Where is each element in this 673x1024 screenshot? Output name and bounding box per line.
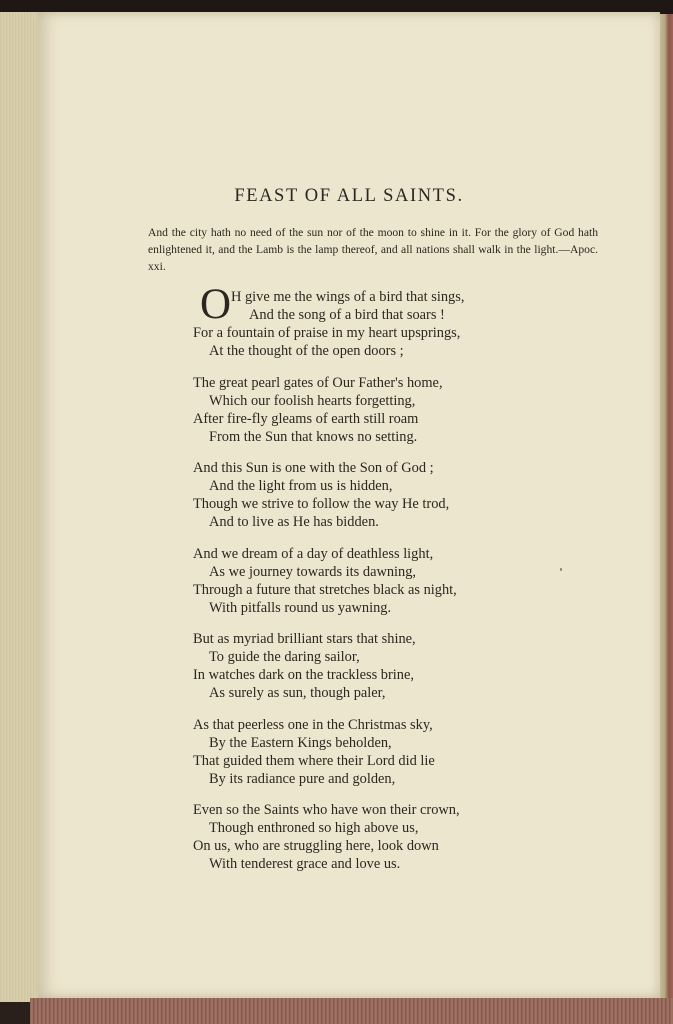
poem-line: Which our foolish hearts forgetting, (209, 392, 416, 409)
poem-line: In watches dark on the trackless brine, (193, 667, 414, 683)
stanza (193, 374, 613, 446)
book-page (38, 12, 660, 998)
poem-line: H give me the wings of a bird that sings, (231, 289, 465, 305)
poem-line: And to live as He has bidden. (209, 514, 379, 530)
poem-line: After fire-fly gleams of earth still roam (193, 410, 419, 427)
poem-line: For a fountain of praise in my heart upsprings, (193, 325, 461, 341)
paper-speck (560, 568, 562, 571)
poem-line: Though we strive to follow the way He trod, (193, 496, 450, 512)
poem-line: Though enthroned so high above us, (209, 820, 419, 836)
stanza (193, 459, 613, 531)
poem-line: And the song of a bird that soars ! (249, 307, 445, 323)
poem-body (193, 281, 613, 887)
poem-line: By the Eastern Kings beholden, (209, 734, 392, 751)
poem-line: As that peerless one in the Christmas sky, (193, 716, 433, 733)
poem-line: To guide the daring sailor, (209, 649, 360, 665)
poem-line: At the thought of the open doors ; (209, 343, 404, 359)
poem-line: From the Sun that knows no setting. (209, 428, 418, 445)
poem-line: With pitfalls round us yawning. (209, 599, 392, 616)
poem-line: And we dream of a day of deathless light, (193, 545, 434, 562)
poem-title: FEAST OF ALL SAINTS. (234, 186, 464, 206)
cover-edge (659, 14, 673, 1004)
poem-line: And this Sun is one with the Son of God ; (193, 460, 434, 476)
poem-line: By its radiance pure and golden, (209, 770, 396, 787)
poem-line: As surely as sun, though paler, (209, 685, 386, 701)
cover-bottom-edge (30, 998, 673, 1024)
poem-line: With tenderest grace and love us. (209, 856, 401, 872)
drop-cap: O (200, 281, 232, 328)
poem-line: Even so the Saints who have won their crown, (193, 802, 460, 818)
stanza (193, 801, 613, 873)
stanza (193, 281, 613, 360)
stanza (193, 716, 613, 788)
stanza (193, 630, 613, 702)
poem-line: That guided them where their Lord did lie (193, 752, 435, 769)
poem-line: On us, who are struggling here, look down (193, 838, 439, 854)
epigraph: And the city hath no need of the sun nor of the moon to shine in it. For the glory of God hath enlightened it, and the Lamb is the lamp thereof, and all nations shall walk in the light.—Apoc. xxi. (148, 226, 598, 273)
page-stack-edge (0, 12, 41, 1002)
poem-line: As we journey towards its dawning, (209, 563, 417, 580)
stanza (193, 545, 613, 617)
poem-line: The great pearl gates of Our Father's home, (193, 374, 443, 391)
poem-line: Through a future that stretches black as night, (193, 581, 457, 598)
poem-line: But as myriad brilliant stars that shine, (193, 631, 416, 647)
poem-line: And the light from us is hidden, (209, 478, 393, 494)
